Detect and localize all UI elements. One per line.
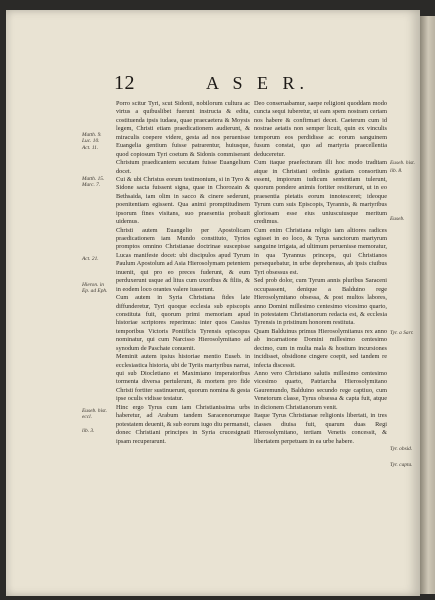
paragraph: Hinc ergo Tyrus cum iam Christianissima urbs haberetur, ad Arabum tandem Saracenorumque potestatem deuenit, & sub eorum iugo diu permansit, donec Christiani principes in Syria crucesignati ipsam recuperarunt.	[116, 403, 250, 445]
margin-note-left: Euseb. hist. eccl.	[82, 408, 108, 421]
paragraph: Christi autem Euangelio per Apostolicam praedicationem iam Mundo constituto, Tyrios promptos omnino Christianae doctrinae suscepisse Lucas manifeste docet: ubi discipulos apud Tyrum Paulum Apostolum ad Asia Hierosolymam petentem inuenit, qui pro eo preces fuderunt, & eum perduxerunt usque ad litus cum uxoribus & filiis, & in eodem loco orantes valere iusserunt.	[116, 226, 250, 293]
running-head: A S E R.	[206, 73, 310, 93]
paragraph: Deo conseruabamur, saepe religioni quoddam modo cuncta sequi iuberetur, ut eam spem nostram certam nos habere & confirmari decet. Caeterum cum id nostrae aetatis non semper licuit, quin ex vinculis temporum eos perdidisse ac eorum sanguinem fusum constat, quo ad martyria praecellentia deduceretur.	[254, 100, 387, 158]
margin-note-right: Euseb. hist.	[390, 160, 416, 166]
margin-note-right: Tyr. obsid.	[390, 446, 413, 452]
paragraph: Cum itaque praefecturam illi hoc modo traditam atque in Christiani ordinis gratiam consortium essent, impiorum iudicum sententiam tulerunt, quorum pondere animis fortiter restiterunt, ut in eo praesentia pietatis eorum innotesceret; ideoque Tyrum cum suis Episcopis, Tyrannis, & martyribus gloriosam esse eius uniuscuiusque meritum credimus.	[254, 159, 387, 226]
margin-note-right: Euseb.	[390, 216, 405, 222]
page-header	[114, 72, 406, 96]
paragraph: Anno vero Christiano salutis millesimo centesimo vicesimo quarto, Patriarcha Hierosolymitano Gauremundo, Balduino secundo rege captiuo, cum Venetorum classe, Tyrus obsessa & capta fuit, atque in dicionem Christianorum venit.	[254, 370, 387, 411]
paragraph: Meminit autem ipsius historiae mentio Euseb. in ecclesiastica historia, ubi de Tyriis martyribus narrat, qui sub Diocletiano et Maximiano imperatoribus tormenta diversa pertulerunt, & mortem pro fide Christi fortiter sustinuerunt, quorum nomina & gesta ipse oculis vidisse testatur.	[116, 353, 250, 403]
margin-note-left: Act. 21.	[82, 256, 99, 262]
book-page	[6, 10, 420, 596]
paragraph: Cum enim Christiana religio iam altiores radices egisset in eo loco, & Tyrus sanctorum martyrum sanguine irrigata, ad ultimum peruenisse memoratur, in qua Tyrannus princeps, qui Christianos persequebatur, in urbe deprehensus, ab ipsis ciuibus Tyri obsessus est.	[254, 226, 387, 276]
margin-note-left: lib. 3.	[82, 428, 95, 434]
paragraph: Quam Balduinus primus Hierosolymitanus rex anno ab incarnatione Domini millesimo centesimo decimo, cum in multa mala & hostium incursiones incidisset, obsidione cingere coepit, sed tandem re infecta discessit.	[254, 327, 387, 369]
margin-note-left: Matth. 9. Luc. 10. Act. 11.	[82, 132, 102, 151]
margin-note-left: Hieron. in Ep. ad Eph.	[82, 282, 108, 295]
margin-note-right: lib. 8.	[390, 168, 403, 174]
paragraph: Porro scitur Tyri, scut Sidonii, nobilorum cultura ac virtus a quibuslibet fuerunt instructa & edita, costituenda ipsis iudaea, quae praecaetera & Moysis legem, Christi etiam praedicationem audierunt, & miraculis coepere videre, gesta ad nos peruenisse Euangelia gentium fuisse patrarentur, huiusque, quod copiosum Tyri coetum & Sidonis commiserant Christum praedicantem secutam fuisse Euangelium docet.	[116, 100, 250, 175]
paragraph: Cui & ubi Christus eorum testimonium, si in Tyro & Sidone sacta fuissent signa, quae in Chorozain & Bethsaida, iam olim in sacco & cinere sederunt, poenitentiam egissent. Qua animi promptitudinem ipsorum fines visitans, suo praesentia probauit uidemus.	[116, 175, 250, 226]
paragraph: Itaque Tyrus Christianae religionis libertati, in tres classes diuisa fuit, quarum duas Regi Hierosolymitano, tertiam Venetis concessit, & libertatem perpetuam in ea urbe habere.	[254, 412, 387, 445]
page-number: 12	[114, 72, 135, 94]
margin-note-right: Tyr. capta.	[390, 462, 413, 468]
left-text-column	[116, 100, 250, 590]
right-text-column	[254, 100, 387, 590]
paragraph: Cum autem in Syria Christiana fides late diffunderetur, Tyri quoque ecclesia sub episcopis constituta fuit, quorum primi memoriam apud historiae scriptores reperimus: inter quos Cassius temporibus Victoris Pontificis Tyrensis episcopus nominatur, qui cum Narcisso Hierosolymitano ad synodum de Paschate conuenit.	[116, 294, 250, 352]
paragraph: Sed prob dolor, cum Tyrum annis pluribus Saraceni occupassent, denique a Balduino rege Hierosolymitano obsessa, & post multos labores, anno Domini millesimo centesimo vicesimo quarto, in potestatem Christianorum redacta est, & ecclesia Tyrensis in pristinum honorem restituta.	[254, 277, 387, 327]
facing-page-edge	[420, 16, 435, 594]
margin-note-right: Tyr. a Sarr.	[390, 330, 414, 336]
margin-note-left: Matth. 15. Marc. 7.	[82, 176, 105, 189]
